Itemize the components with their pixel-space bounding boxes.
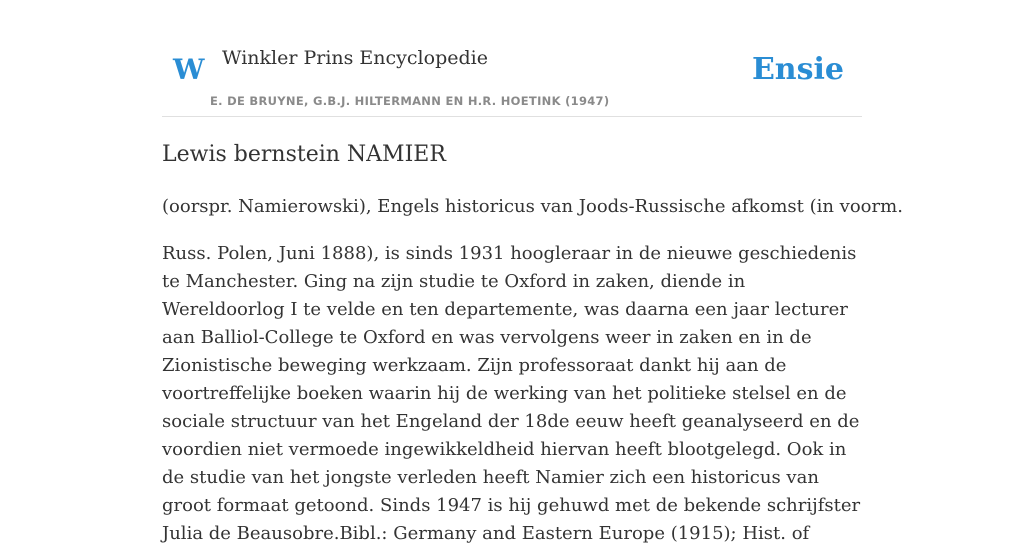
ensie-brand-link[interactable]: Ensie — [751, 52, 844, 87]
publication-logo[interactable]: W — [173, 53, 205, 86]
article-paragraph: (oorspr. Namierowski), Engels historicus van Joods-Russische afkomst (in voorm. — [162, 196, 903, 217]
page-header — [162, 0, 862, 117]
publication-title[interactable]: Winkler Prins Encyclopedie — [222, 47, 488, 69]
article-title: Lewis bernstein NAMIER — [162, 142, 446, 167]
publication-authors: E. DE BRUYNE, G.B.J. HILTERMANN EN H.R. HOETINK (1947) — [210, 94, 610, 108]
article-paragraph: Russ. Polen, Juni 1888), is sinds 1931 hoogleraar in de nieuwe geschiedenis te Manchester. Ging na zijn studie te Oxford in zaken, diende in Wereldoorlog I te velde en ten departemente, was daarna een jaar lecturer aan Balliol-College te Oxford en was vervolgens weer in zaken en in de Zionistische beweging werkzaam. Zijn professoraat dankt hij aan de voortreffelijke boeken waarin hij de werking van het politieke stelsel en de sociale structuur van het Engeland der 18de eeuw heeft geanalyseerd en de voordien niet vermoede ingewikkeldheid hiervan heeft blootgelegd. Ook in de studie van het jongste verleden heeft Namier zich een historicus van groot formaat getoond. Sinds 1947 is hij gehuwd met de bekende schrijfster Julia de Beausobre.Bibl.: Germany and Eastern Europe (1915); Hist. of — [162, 243, 861, 544]
document-page — [162, 0, 903, 544]
